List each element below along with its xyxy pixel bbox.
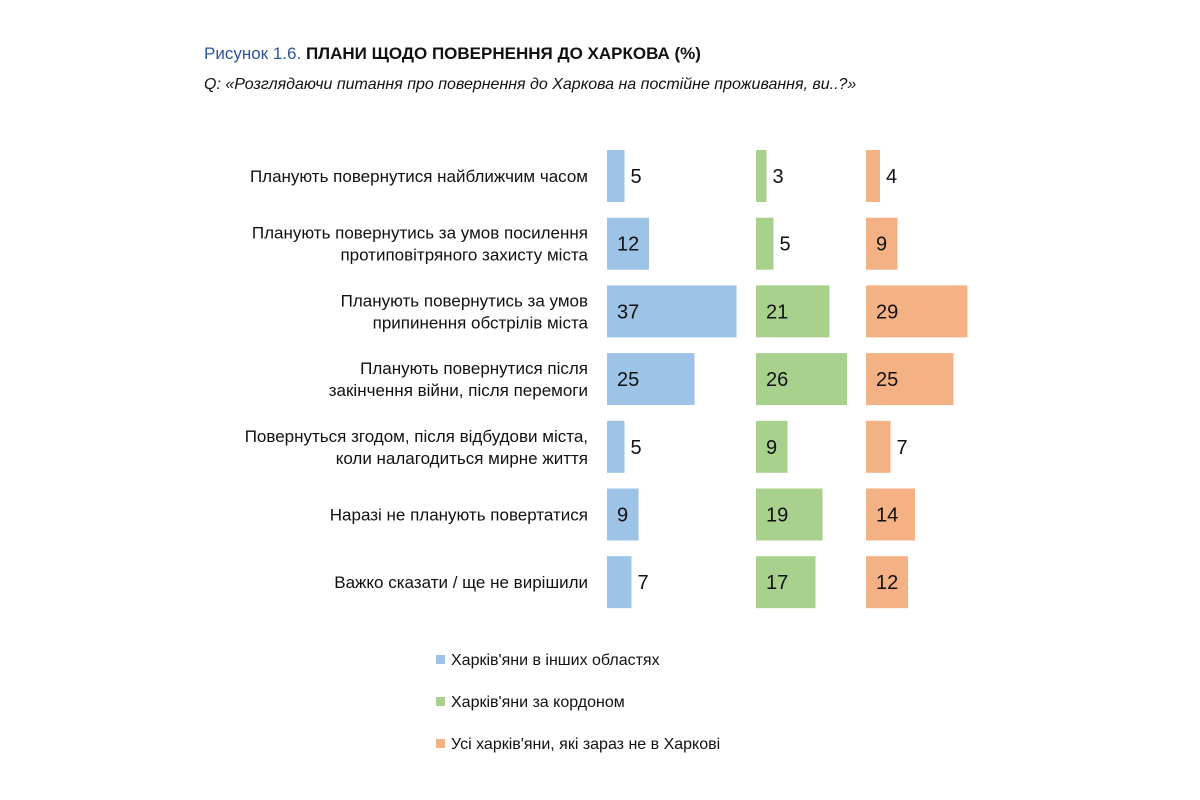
category-label: Наразі не планують повертатися xyxy=(329,505,588,525)
data-label: 26 xyxy=(766,369,789,392)
data-label: 29 xyxy=(876,301,899,324)
data-label: 5 xyxy=(630,436,642,459)
category-label: протиповітряного захисту міста xyxy=(340,245,588,265)
category-label: припинення обстрілів міста xyxy=(372,313,588,333)
category-label: Планують повернутись за умов посилення xyxy=(251,223,588,243)
bar-3 xyxy=(866,150,880,202)
data-label: 5 xyxy=(630,166,642,188)
bar-1 xyxy=(607,556,632,608)
legend-label: Харків'яни в інших областях xyxy=(451,652,660,669)
data-label: 7 xyxy=(896,436,908,459)
legend-swatch-3 xyxy=(436,739,445,748)
legend-swatch-1 xyxy=(436,655,445,664)
bar-2 xyxy=(756,218,774,270)
data-label: 9 xyxy=(876,233,888,256)
data-label: 14 xyxy=(876,504,899,527)
category-label: Планують повернутись за умов xyxy=(340,291,588,311)
data-label: 7 xyxy=(637,572,649,595)
data-label: 21 xyxy=(766,301,789,324)
legend-swatch-2 xyxy=(436,697,445,706)
bar-2 xyxy=(756,150,767,202)
bar-1 xyxy=(607,421,625,473)
data-label: 25 xyxy=(876,369,899,392)
data-label: 9 xyxy=(766,436,778,459)
category-label: Планують повернутися після xyxy=(360,359,588,379)
data-label: 25 xyxy=(617,369,640,392)
data-label: 5 xyxy=(779,233,791,256)
category-label: Планують повернутися найближчим часом xyxy=(249,167,588,186)
category-label: Важко сказати / ще не вирішили xyxy=(334,573,588,593)
data-label: 3 xyxy=(772,166,784,188)
legend-label: Усі харків'яни, які зараз не в Харкові xyxy=(451,736,721,753)
figure-number: Рисунок 1.6. xyxy=(204,44,302,63)
data-label: 37 xyxy=(617,301,640,324)
bar-3 xyxy=(866,421,891,473)
data-label: 12 xyxy=(617,233,640,256)
figure-title-text: ПЛАНИ ЩОДО ПОВЕРНЕННЯ ДО ХАРКОВА (%) xyxy=(305,44,701,63)
data-label: 19 xyxy=(766,504,789,527)
category-label: Повернуться згодом, після відбудови міста, xyxy=(244,426,588,446)
data-label: 9 xyxy=(617,504,629,527)
category-label: закінчення війни, після перемоги xyxy=(328,381,588,401)
bar-1 xyxy=(607,150,625,202)
survey-question: Q: «Розглядаючи питання про повернення до Харкова на постійне проживання, ви..?» xyxy=(204,76,857,93)
data-label: 17 xyxy=(766,572,789,595)
data-label: 4 xyxy=(886,166,898,188)
data-label: 12 xyxy=(876,572,899,595)
legend-label: Харків'яни за кордоном xyxy=(451,694,625,711)
category-label: коли налагодиться мирне життя xyxy=(335,448,588,468)
